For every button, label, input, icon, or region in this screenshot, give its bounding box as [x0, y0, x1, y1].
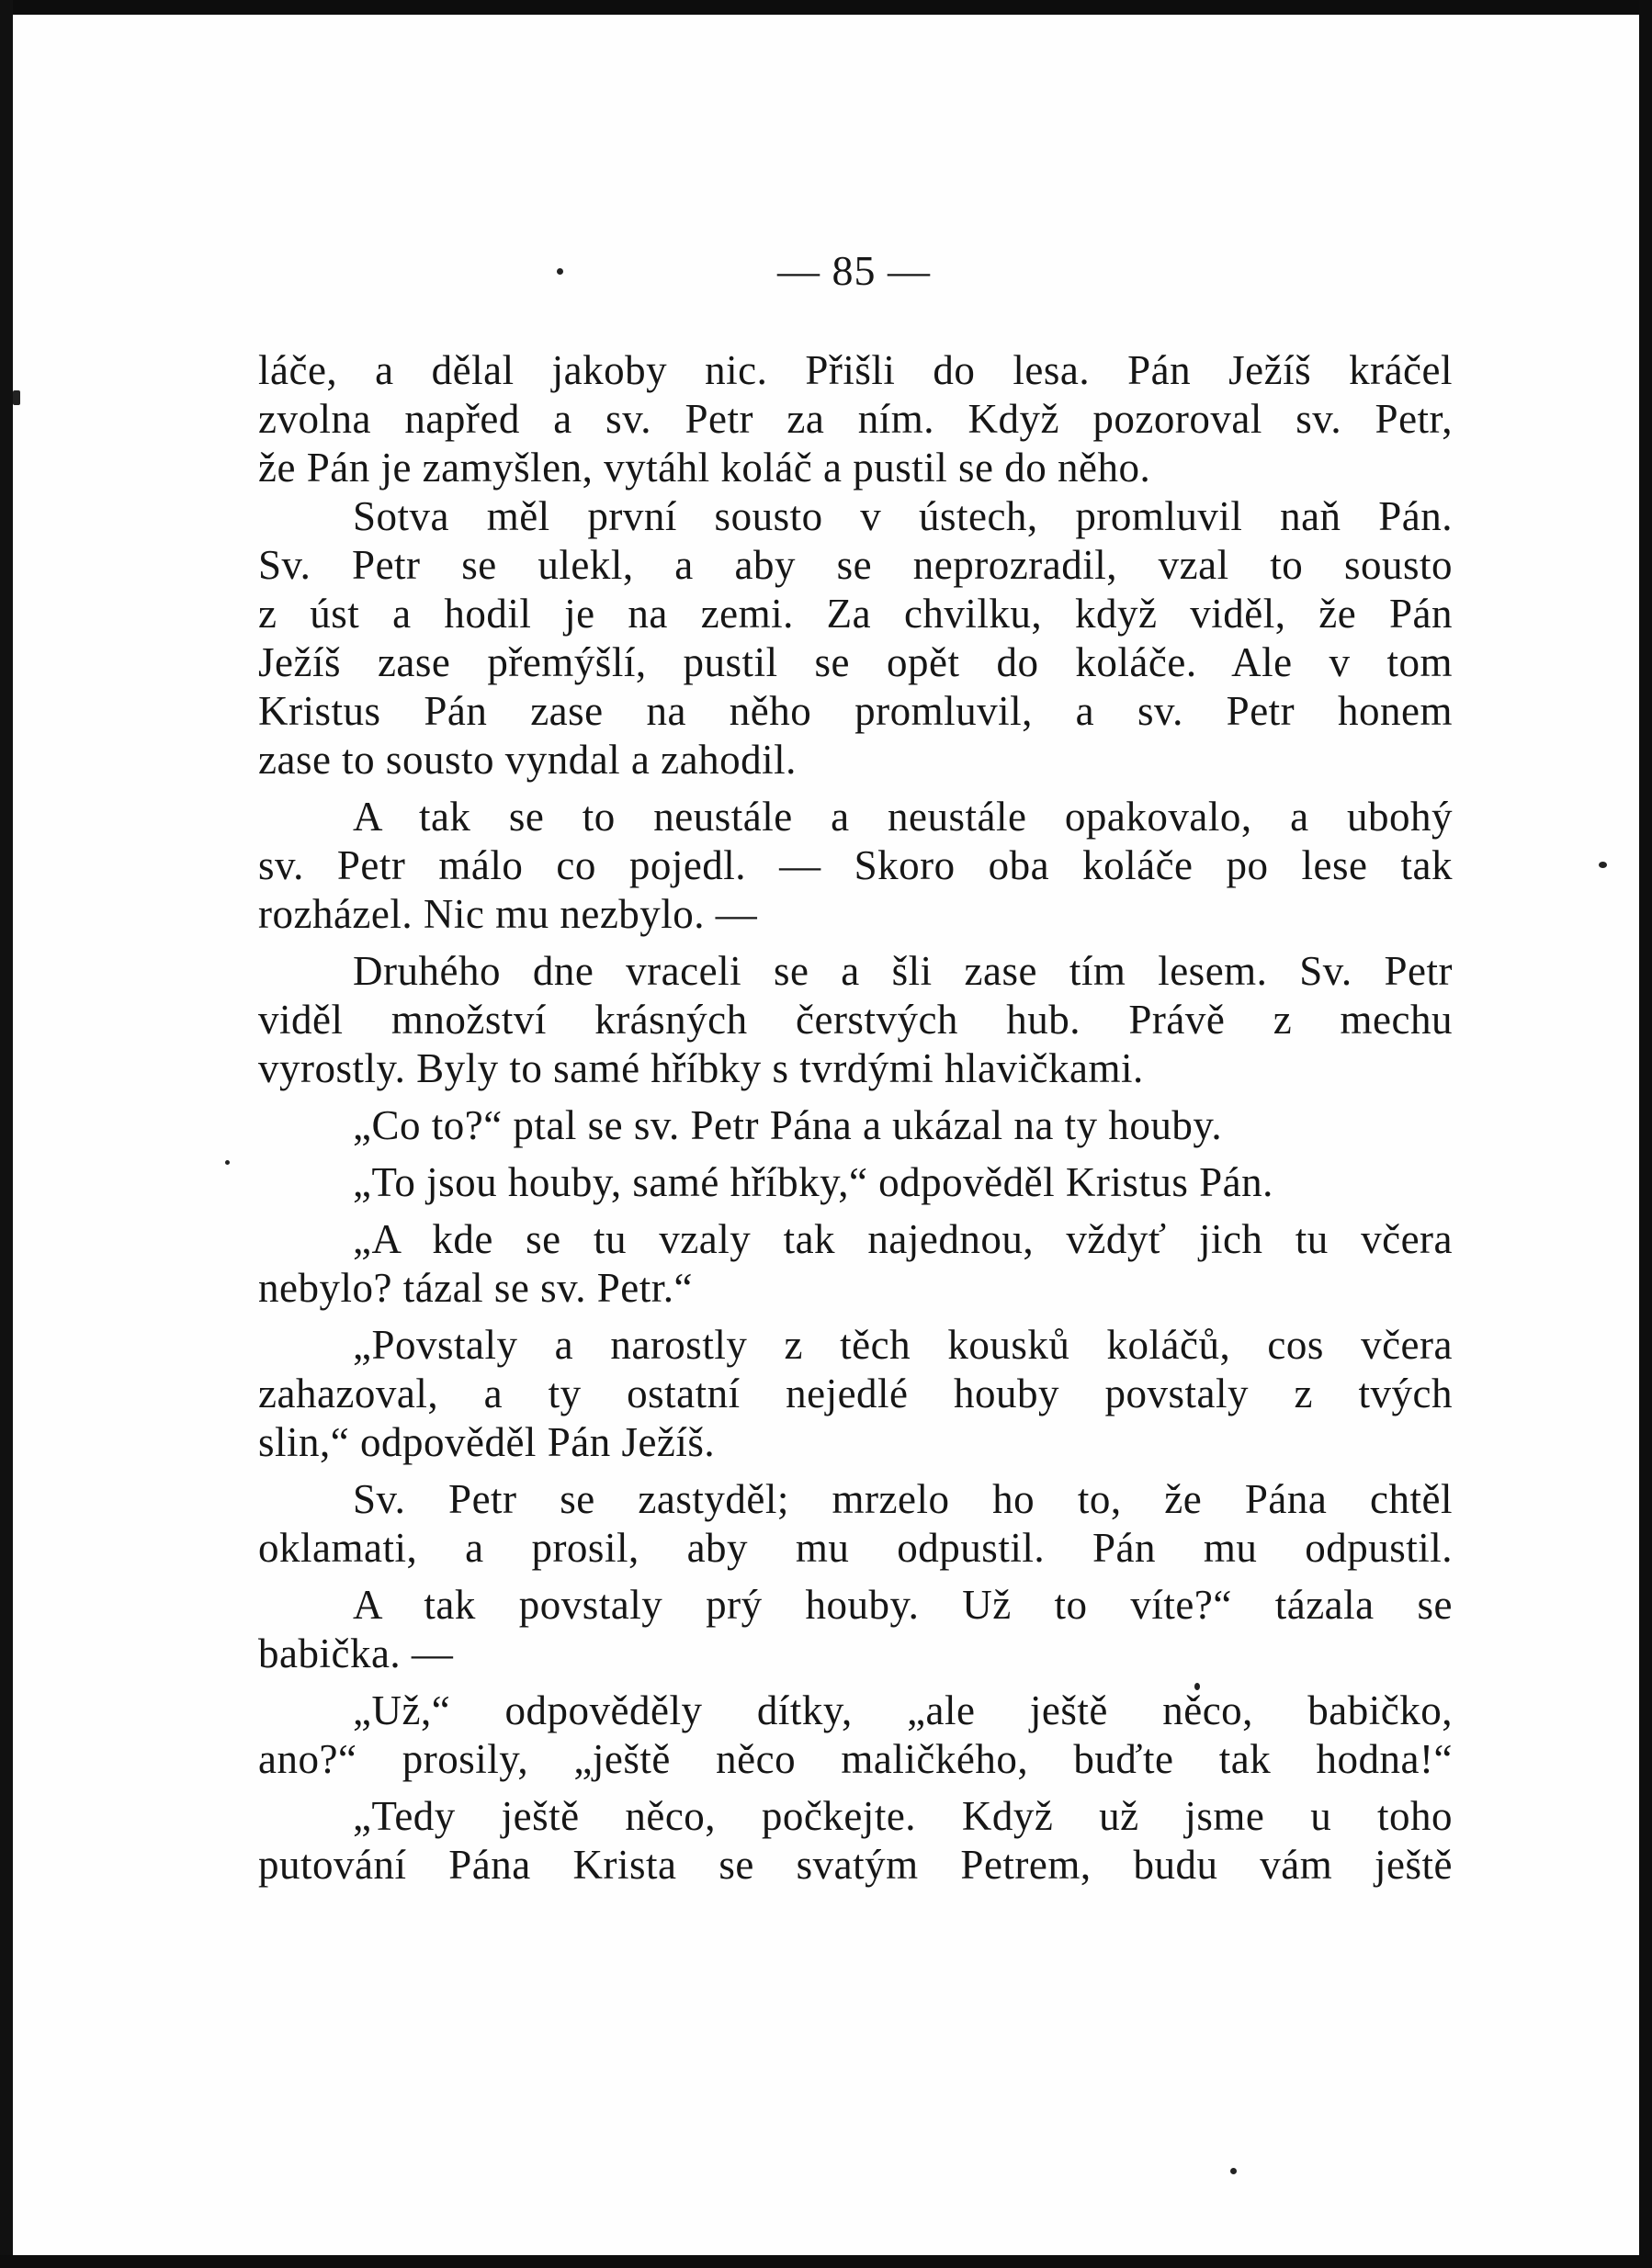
- text-line: putování Pána Krista se svatým Petrem, budu vám ještě: [258, 1842, 1453, 1888]
- text-line: babička. —: [258, 1630, 454, 1676]
- text-line: „To jsou houby, samé hříbky,“ odpověděl Kristus Pán.: [353, 1159, 1273, 1205]
- paragraph-gap: [258, 1093, 1453, 1101]
- page-number: — 85 —: [777, 247, 931, 294]
- text-line: zase to sousto vyndal a zahodil.: [258, 737, 797, 783]
- text-line: Sv. Petr se zastyděl; mrzelo ho to, že Pána chtěl: [353, 1476, 1453, 1522]
- text-line: sv. Petr málo co pojedl. — Skoro oba koláče po lese tak: [258, 842, 1453, 888]
- paragraph-gap: [258, 1150, 1453, 1158]
- paragraph-gap: [258, 1467, 1453, 1475]
- text-line: nebylo? tázal se sv. Petr.“: [258, 1265, 693, 1311]
- scan-border-bottom: [0, 2255, 1652, 2268]
- paragraph-gap: [258, 1784, 1453, 1792]
- paragraph-gap: [258, 1573, 1453, 1581]
- paragraph-gap: [258, 784, 1453, 793]
- text-line: „A kde se tu vzaly tak najednou, vždyť jich tu včera: [353, 1216, 1453, 1262]
- body-text: [258, 346, 1453, 1890]
- scan-border-left: [0, 0, 13, 2268]
- text-line: A tak se to neustále a neustále opakovalo, a ubohý: [353, 794, 1453, 840]
- text-line: „Tedy ještě něco, počkejte. Když už jsme u toho: [353, 1793, 1453, 1839]
- scan-border-right: [1639, 0, 1652, 2268]
- text-line: „Co to?“ ptal se sv. Petr Pána a ukázal na ty houby.: [353, 1102, 1223, 1148]
- text-line: vyrostly. Byly to samé hříbky s tvrdými hlavičkami.: [258, 1045, 1144, 1091]
- text-line: láče, a dělal jakoby nic. Přišli do lesa. Pán Ježíš kráčel: [258, 347, 1453, 393]
- scan-speck: [1230, 2168, 1237, 2174]
- text-line: ano?“ prosily, „ještě něco maličkého, buďte tak hodna!“: [258, 1736, 1453, 1782]
- text-line: zahazoval, a ty ostatní nejedlé houby povstaly z tvých: [258, 1371, 1453, 1416]
- text-line: z úst a hodil je na zemi. Za chvilku, když viděl, že Pán: [258, 591, 1453, 637]
- text-line: oklamati, a prosil, aby mu odpustil. Pán mu odpustil.: [258, 1525, 1453, 1571]
- text-line: Ježíš zase přemýšlí, pustil se opět do koláče. Ale v tom: [258, 639, 1453, 685]
- text-line: viděl množství krásných čerstvých hub. Právě z mechu: [258, 997, 1453, 1043]
- scan-border-top: [0, 0, 1652, 15]
- text-line: A tak povstaly prý houby. Už to víte?“ tázala se: [353, 1582, 1453, 1628]
- scan-speck: [557, 268, 563, 275]
- text-line: že Pán je zamyšlen, vytáhl koláč a pustil se do něho.: [258, 445, 1151, 491]
- text-line: Druhého dne vraceli se a šli zase tím lesem. Sv. Petr: [353, 948, 1453, 994]
- scan-speck: [13, 390, 20, 405]
- paragraph-gap: [258, 939, 1453, 947]
- paragraph-gap: [258, 1678, 1453, 1687]
- text-line: „Už,“ odpověděly dítky, „ale ještě něco, babičko,: [353, 1687, 1453, 1733]
- scan-speck: [1599, 862, 1607, 868]
- text-line: Sv. Petr se ulekl, a aby se neprozradil, vzal to sousto: [258, 542, 1453, 588]
- scan-speck: [225, 1160, 230, 1165]
- paragraph-gap: [258, 1313, 1453, 1321]
- text-line: zvolna napřed a sv. Petr za ním. Když pozoroval sv. Petr,: [258, 396, 1453, 442]
- text-line: Kristus Pán zase na něho promluvil, a sv. Petr honem: [258, 688, 1453, 734]
- paragraph-gap: [258, 1207, 1453, 1215]
- text-line: rozházel. Nic mu nezbylo. —: [258, 891, 758, 937]
- text-line: slin,“ odpověděl Pán Ježíš.: [258, 1419, 716, 1465]
- text-line: „Povstaly a narostly z těch kousků koláčů, cos včera: [353, 1322, 1453, 1368]
- text-line: Sotva měl první sousto v ústech, promluvil naň Pán.: [353, 493, 1453, 539]
